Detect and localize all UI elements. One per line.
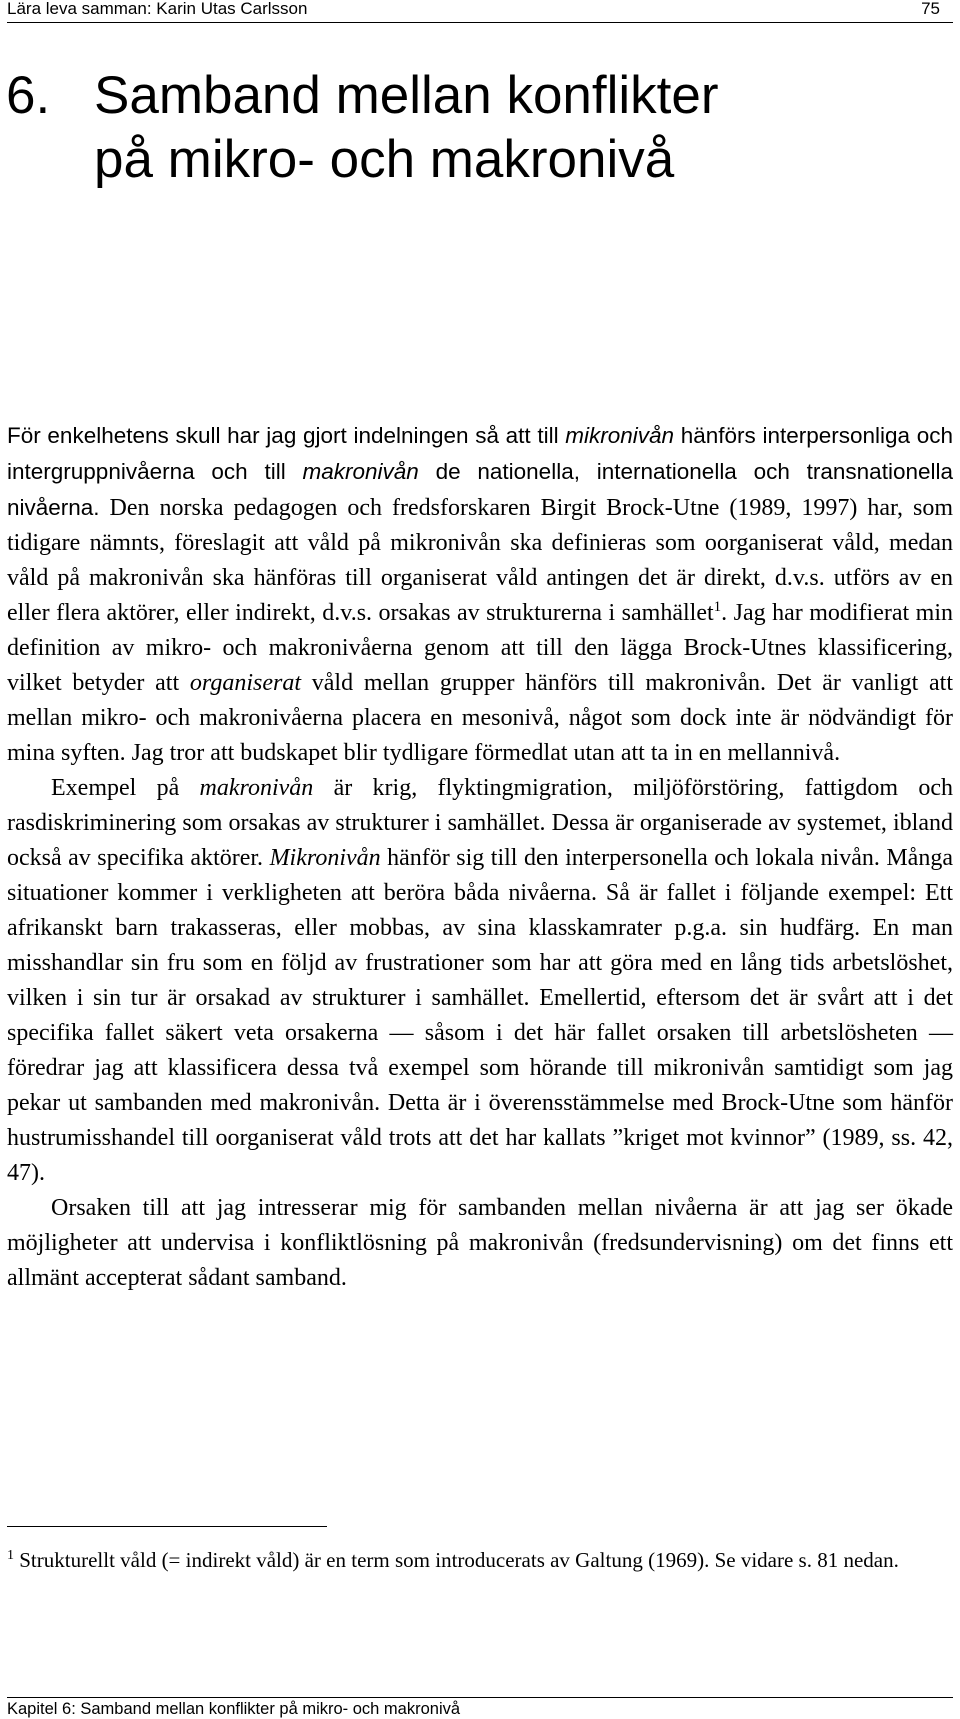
header-book-title: Lära leva samman: Karin Utas Carlsson (7, 0, 308, 18)
chapter-title-line-2: på mikro- och makronivå (94, 130, 675, 189)
footnote-divider (7, 1526, 327, 1527)
emphasis-makronivan: makronivån (199, 775, 314, 801)
header-page-number: 75 (921, 0, 940, 18)
footnote-reference: 1 (713, 599, 722, 615)
text-run: Exempel på (51, 775, 200, 801)
running-header (7, 0, 953, 23)
emphasis-makronivan: makronivån (302, 459, 419, 484)
chapter-title-text (94, 64, 946, 192)
text-run: För enkelhetens skull har jag gjort indelningen så att till (7, 423, 566, 448)
text-run: våld mellan grupper hänförs till makronivån. Det är vanligt att mellan mikro- och makronivåerna placera en mesonivå, något som dock inte är nödvändigt för mina syften. Jag tror att budskapet blir tydligare förmedlat utan att ta in en mellannivå. (7, 670, 954, 766)
running-footer: Kapitel 6: Samband mellan konflikter på mikro- och makronivå (7, 1697, 953, 1718)
text-run: hänförs interpersonliga och intergruppnivåerna och till (7, 423, 954, 484)
emphasis-mikronivan: mikronivån (565, 423, 675, 448)
chapter-number: 6. (6, 66, 51, 125)
footnote-text: Strukturellt våld (= indirekt våld) är en term som introducerats av Galtung (1969). Se vidare s. 81 nedan. (14, 1548, 899, 1572)
paragraph-3: Orsaken till att jag intresserar mig för sambanden mellan nivåerna är att jag ser ökade möjligheter att undervisa i konfliktlösning på makronivån (fredsundervisning) om det finns ett allmänt accepterat sådant samband. (7, 1195, 953, 1291)
footnote-marker: 1 (7, 1548, 14, 1563)
emphasis-mikronivan: Mikronivån (269, 845, 381, 871)
footnote (7, 1546, 953, 1575)
text-run: är krig, flyktingmigration, miljöförstöring, fattigdom och rasdiskriminering som orsakas av strukturer i samhället. Dessa är organiserade av systemet, ibland också av specifika aktörer. (7, 775, 953, 871)
chapter-title (6, 64, 946, 192)
paragraph-2 (7, 771, 953, 1191)
text-run: . Jag har modifierat min definition av mikro- och makronivåerna genom att till den lägga Brock-Utnes klassificering, vilket betyder att (7, 600, 954, 696)
text-run: Den norska pedagogen och fredsforskaren Birgit Brock-Utne (1989, 1997) har, som tidigare nämnts, föreslagit att våld på mikronivån ska definieras som oorganiserat våld, medan våld på makronivån ska hänföras till organiserat våld antingen det är direkt, d.v.s. utförs av en eller flera aktörer, eller indirekt, d.v.s. orsakas av strukturerna i samhället (7, 495, 953, 626)
emphasis-organiserat: organiserat (189, 670, 301, 696)
body-text (7, 418, 953, 1296)
text-run: hänför sig till den interpersonella och lokala nivån. Många situationer kommer i verkligheten att beröra båda nivåerna. Så är fallet i följande exempel: Ett afrikanskt barn trakasseras, eller mobbas, av sina klasskamrater p.g.a. sin hudfärg. En man misshandlar sin fru som en följd av frustrationer som har att göra med en lång tids arbetslöshet, vilken i sin tur är orsakad av strukturer i samhället. Emellertid, eftersom det är svårt att i det specifika fallet säkert veta orsakerna — såsom i det här fallet orsaken till arbetslösheten — föredrar jag att klassificera dessa två exempel som hörande till mikronivån samtidigt som jag pekar ut sambanden med makronivån. Detta är i överensstämmelse med Brock-Utne som hänför hustrumisshandel till oorganiserat våld trots att det har kallats ”kriget mot kvinnor” (1989, ss. 42, 47). (7, 845, 953, 1186)
text-run: de nationella, internationella och transnationella nivåerna. (7, 459, 953, 520)
paragraph-1 (7, 418, 953, 771)
chapter-title-line-1: Samband mellan konflikter (94, 66, 719, 125)
